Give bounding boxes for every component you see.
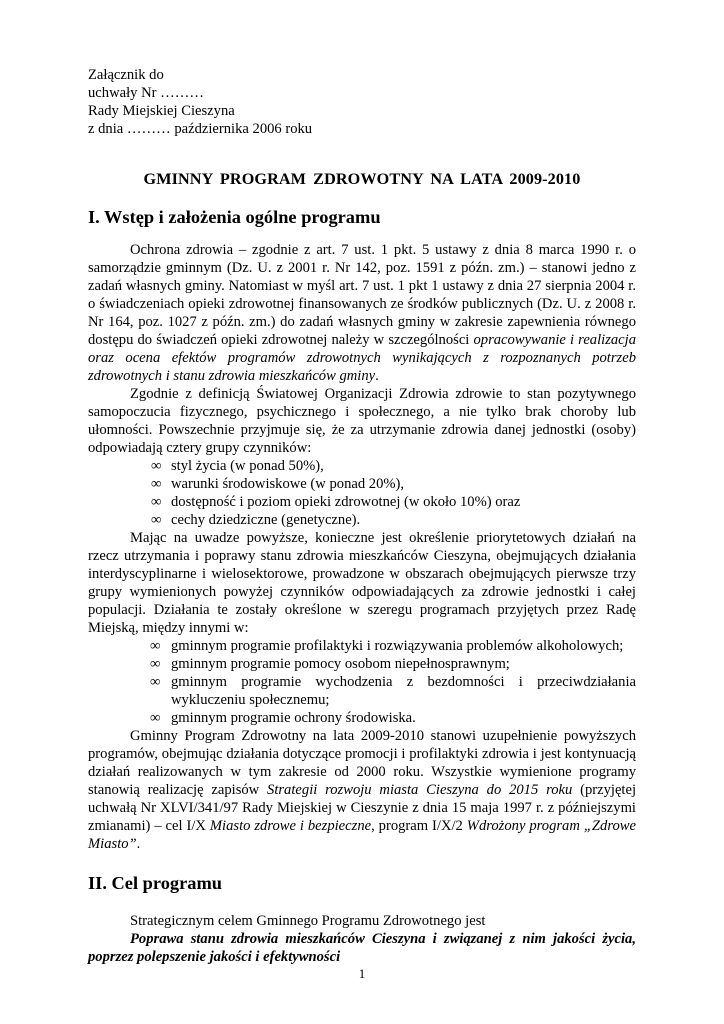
- goal-intro: Strategicznym celem Gminnego Programu Zdrowotnego jest: [130, 913, 486, 929]
- list-item: [88, 457, 636, 475]
- paragraph-italic-text: Miasto zdrowe i bezpieczne: [209, 818, 372, 834]
- list-item-text: dostępność i poziom opieki zdrowotnej (w około 10%) oraz: [171, 494, 521, 510]
- infinity-bullet-icon: ∞: [150, 710, 161, 726]
- attachment-header: [88, 66, 636, 138]
- paragraph-text: , program I/X/2: [371, 818, 467, 834]
- list-item: [88, 493, 636, 511]
- paragraph-text: (przyjętej uchwałą Nr XLVI/341/97 Rady Miejskiej w Cieszynie z dnia 15 maja 1997 r. z późniejszymi zmianami) – cel I/X: [88, 782, 637, 834]
- list-item-text: gminnym programie profilaktyki i rozwiązywania problemów alkoholowych;: [171, 638, 624, 654]
- programs-list: [88, 637, 636, 727]
- strategic-goal: Poprawa stanu zdrowia mieszkańców Cieszyna i związanej z nim jakości życia, poprzez polepszenie jakości i efektywności: [88, 931, 636, 965]
- paragraph: Zgodnie z definicją Światowej Organizacji Zdrowia zdrowie to stan pozytywnego samopoczucia fizycznego, psychicznego i społecznego, a nie tylko brak choroby lub ułomności. Powszechnie przyjmuje się, że za utrzymanie zdrowia danej jednostki (osoby) odpowiadają cztery grupy czynników:: [88, 386, 636, 456]
- document-title: GMINNY PROGRAM ZDROWOTNY NA LATA 2009-2010: [143, 170, 581, 188]
- document-page: [88, 66, 636, 966]
- paragraph-text: Ochrona zdrowia – zgodnie z art. 7 ust. 1 pkt. 5 ustawy z dnia 8 marca 1990 r. o samorządzie gminnym (Dz. U. z 2001 r. Nr 142, poz. 1591 z późn. zm.) – stanowi jedno z zadań własnych gminy. Natomiast w myśl art. 7 ust. 1 pkt 1 ustawy z dnia 27 sierpnia 2004 r. o świadczeniach opieki zdrowotnej finansowanych ze środków publicznych (Dz. U. z 2008 r. Nr 164, poz. 1027 z późn. zm.) do zadań własnych gminy w zakresie zapewnienia równego dostępu do świadczeń opieki zdrowotnej należy w szczególności: [88, 242, 636, 348]
- infinity-bullet-icon: ∞: [151, 476, 162, 492]
- infinity-bullet-icon: ∞: [150, 674, 161, 690]
- list-item-text: styl życia (w ponad 50%),: [171, 458, 324, 474]
- page-number: 1: [358, 966, 366, 981]
- list-item: [88, 655, 636, 673]
- infinity-bullet-icon: ∞: [151, 512, 162, 528]
- paragraph-italic-text: Strategii rozwoju miasta Cieszyna do 2015 roku: [267, 782, 573, 798]
- section-heading-2: II. Cel programu: [88, 873, 223, 893]
- paragraph: [88, 727, 636, 853]
- list-item: [88, 709, 636, 727]
- list-item: [88, 475, 636, 493]
- infinity-bullet-icon: ∞: [151, 458, 162, 474]
- paragraph: Mając na uwadze powyższe, konieczne jest określenie priorytetowych działań na rzecz utrzymania i poprawy stanu zdrowia mieszkańców Cieszyna, obejmujących działania interdyscyplinarne i wielosektorowe, prowadzone w obszarach obejmujących pierwsze trzy grupy wymienionych powyżej czynników odpowiadających za zdrowie jednostki i całej populacji. Działania te zostały określone w szeregu programach przyjętych przez Radę Miejską, między innymi w:: [88, 530, 636, 636]
- list-item: [88, 673, 636, 709]
- paragraph-text: Gminny Program Zdrowotny na lata 2009-2010 stanowi uzupełnienie powyższych programów, obejmując działania dotyczące promocji i profilaktyki zdrowia i jest kontynuacją działań realizowanych w tym zakresie od 2000 roku. Wszystkie wymienione programy stanowią realizację zapisów: [88, 728, 636, 798]
- paragraph: [88, 241, 636, 385]
- list-item: [88, 511, 636, 529]
- infinity-bullet-icon: ∞: [150, 638, 161, 654]
- section-heading-1: I. Wstęp i założenia ogólne programu: [88, 207, 381, 227]
- list-item-text: cechy dziedziczne (genetyczne).: [171, 512, 361, 528]
- infinity-bullet-icon: ∞: [151, 494, 162, 510]
- paragraph-italic-text: opracowywanie i realizacja oraz ocena efektów programów zdrowotnych wynikających z rozpoznanych potrzeb zdrowotnych i stanu zdrowia mieszkańców gminy: [88, 332, 637, 384]
- header-line: Rady Miejskiej Cieszyna: [88, 103, 235, 119]
- header-line: Załącznik do: [88, 67, 164, 83]
- list-item: [88, 637, 636, 655]
- list-item-text: gminnym programie wychodzenia z bezdomności i przeciwdziałania wykluczeniu społecznemu;: [171, 674, 636, 708]
- list-item-text: gminnym programie ochrony środowiska.: [171, 710, 416, 726]
- infinity-bullet-icon: ∞: [150, 656, 161, 672]
- header-line: z dnia ……… października 2006 roku: [88, 121, 313, 137]
- list-item-text: warunki środowiskowe (w ponad 20%),: [171, 476, 405, 492]
- header-line: uchwały Nr ………: [88, 85, 204, 101]
- list-item-text: gminnym programie pomocy osobom niepełnosprawnym;: [171, 656, 510, 672]
- paragraph-text: .: [375, 368, 379, 384]
- factors-list: [88, 457, 636, 529]
- paragraph-italic-text: Wdrożony program „Zdrowe Miasto”: [88, 818, 636, 852]
- paragraph-text: .: [136, 836, 141, 852]
